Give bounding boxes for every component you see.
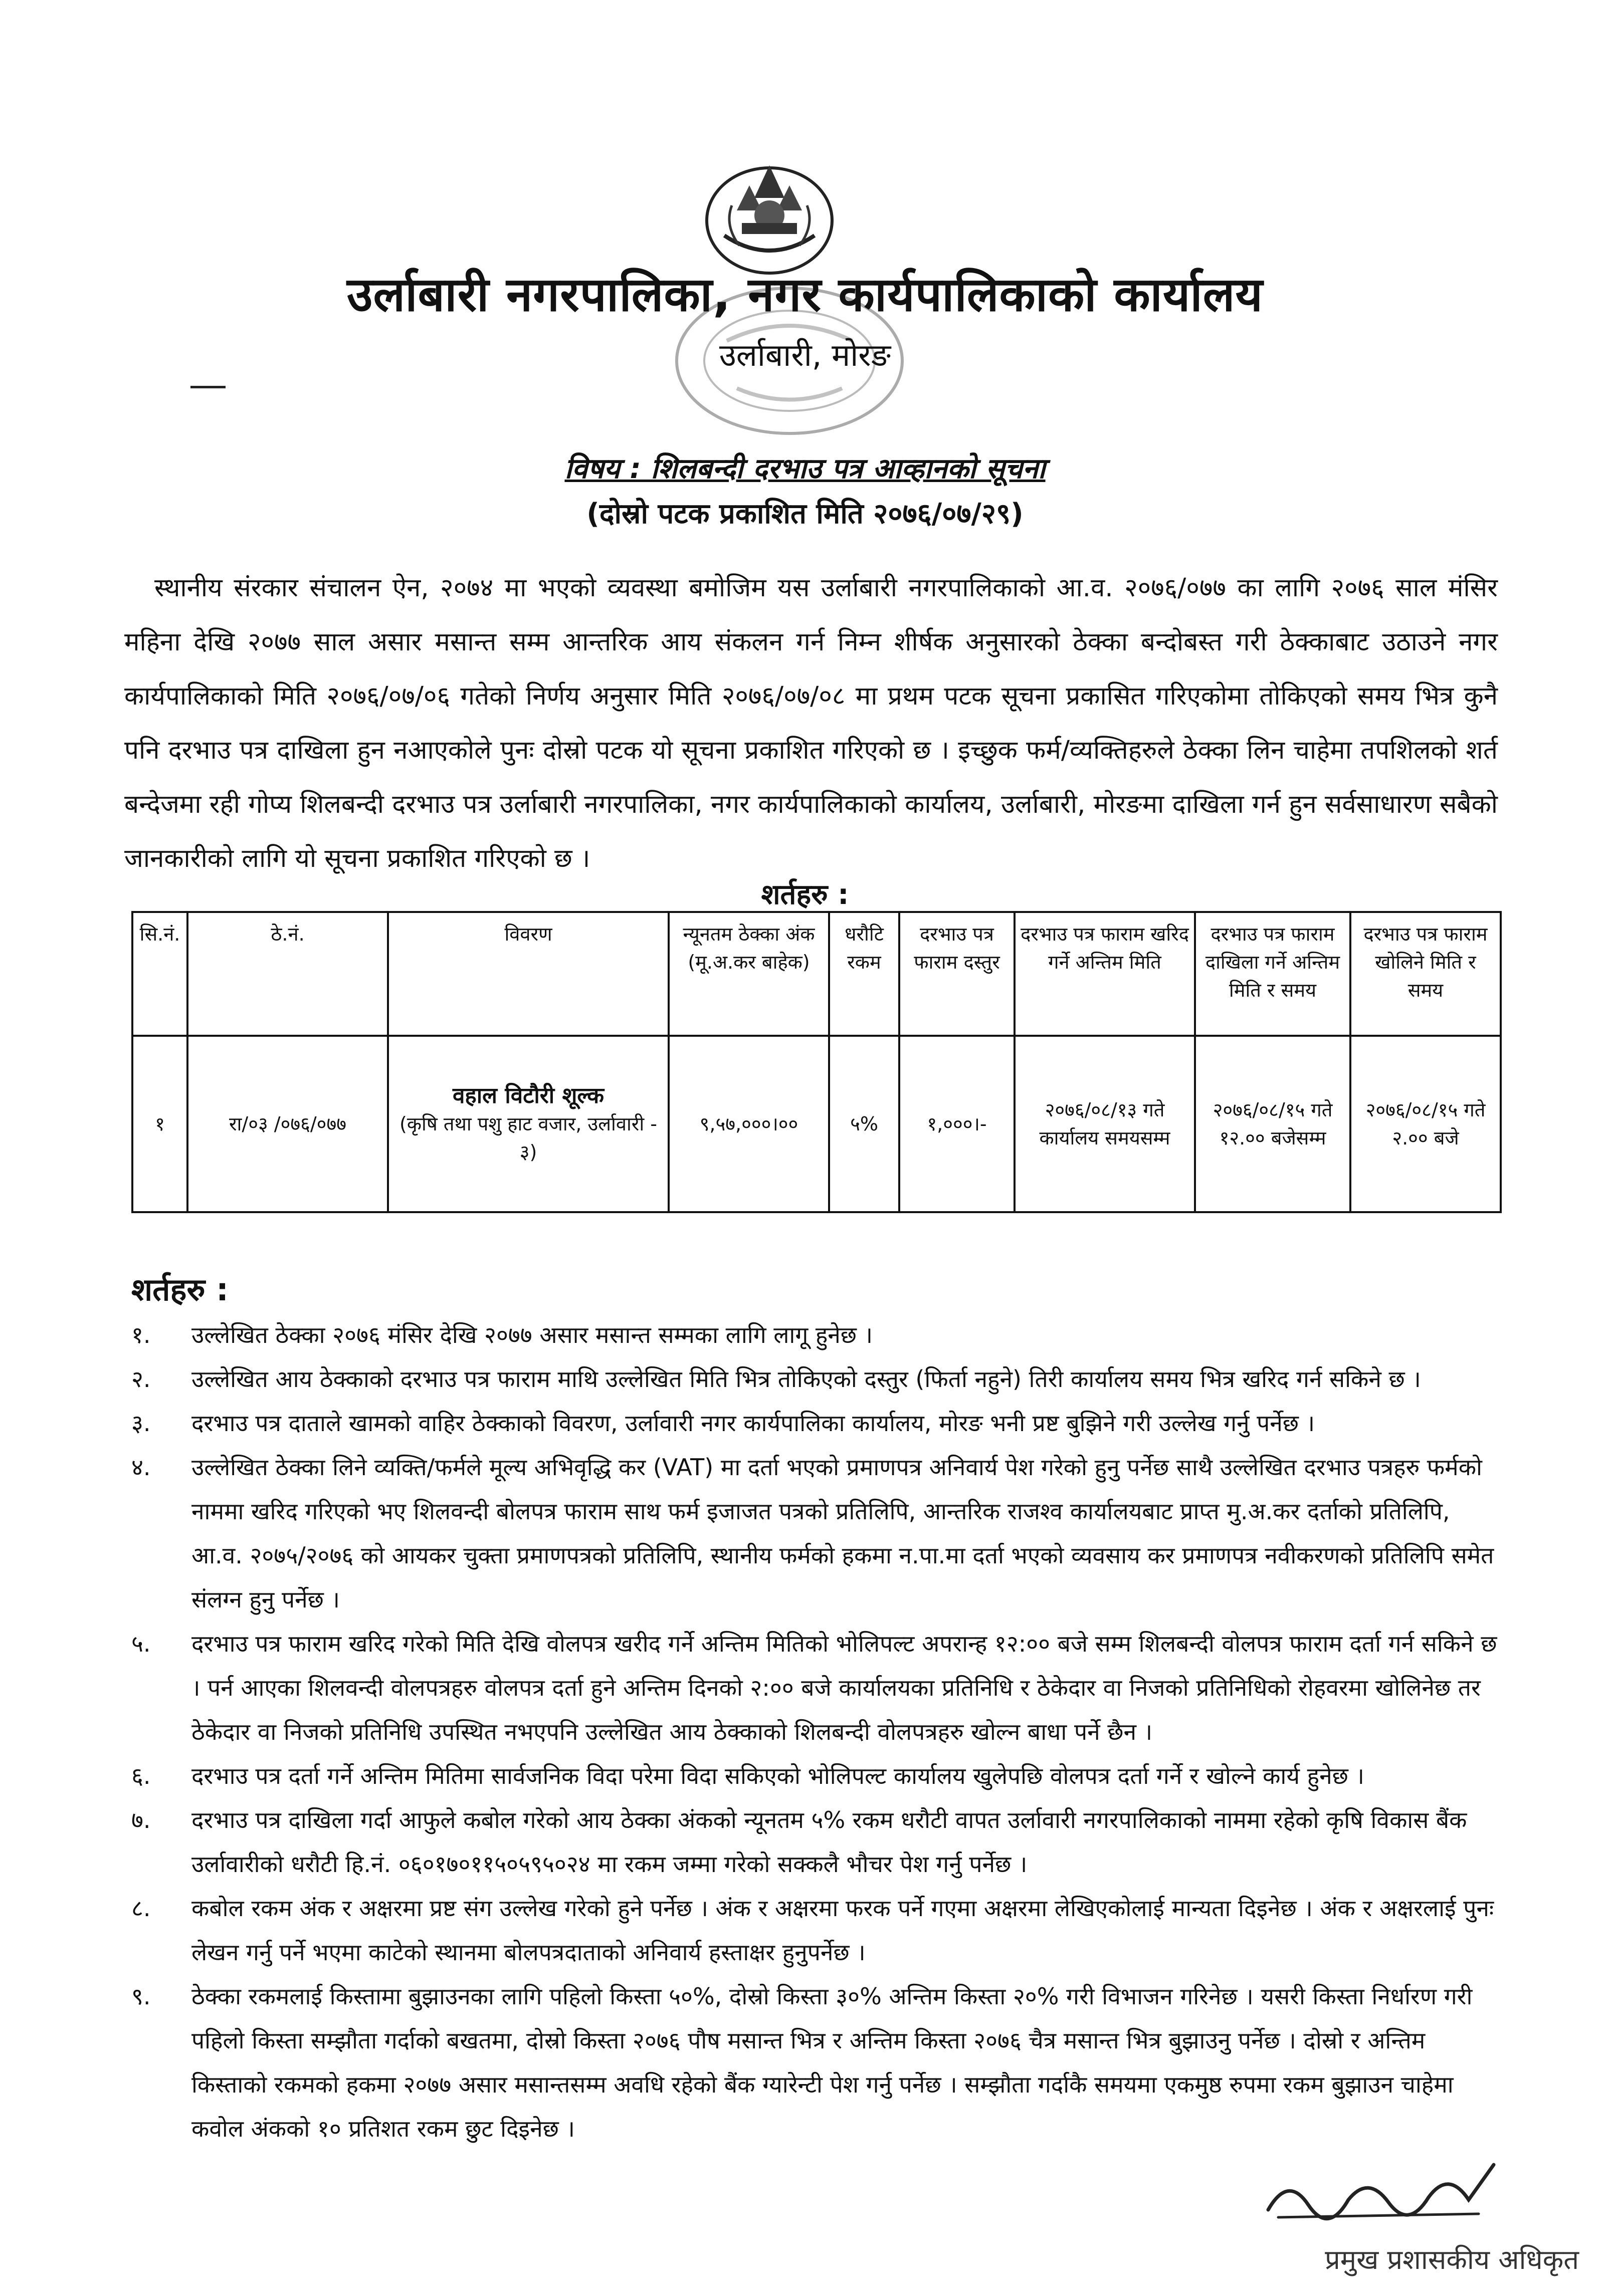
condition-text: ठेक्का रकमलाई किस्तामा बुझाउनका लागि पहिलो किस्ता ५०%, दोस्रो किस्ता ३०% अन्तिम किस्ता २०% गरी विभाजन गरिनेछ । यसरी किस्ता निर्धारण गरी पहिलो किस्ता सम्झौता गर्दाको बखतमा, दोस्रो किस्ता २०७६ पौष मसान्त भित्र र अन्तिम किस्ता २०७६ चैत्र मसान्त भित्र बुझाउनु पर्नेछ । दोस्रो र अन्तिम किस्ताको रकमको हकमा २०७७ असार मसान्तसम्म अवधि रहेको बैंक ग्यारेन्टी पेश गर्नु पर्नेछ । सम्झौता गर्दाकै समयमा एकमुष्ठ रुपमा रकम बुझाउन चाहेमा कवोल अंकको १० प्रतिशत रकम छुट दिइनेछ । bbox=[191, 1983, 1473, 2142]
list-item bbox=[131, 1974, 1505, 2151]
col-sn: सि.नं. bbox=[132, 912, 187, 1036]
conditions-heading: शर्तहरु : bbox=[131, 1271, 229, 1308]
cell-contract-no: रा/०३ /०७६/०७७ bbox=[187, 1036, 388, 1212]
list-item bbox=[131, 1357, 1505, 1401]
list-item bbox=[131, 1445, 1505, 1622]
cell-purchase-deadline: २०७६/०८/१३ गते कार्यालय समयसम्म bbox=[1015, 1036, 1195, 1212]
col-opening: दरभाउ पत्र फाराम खोलिने मिति र समय bbox=[1350, 912, 1501, 1036]
table-header-row bbox=[132, 912, 1501, 1036]
condition-number: १. bbox=[131, 1321, 151, 1348]
conditions-list bbox=[131, 1313, 1505, 2151]
list-item bbox=[131, 1886, 1505, 1974]
condition-number: ४. bbox=[131, 1454, 151, 1481]
condition-number: ३. bbox=[131, 1410, 151, 1437]
condition-text: कबोल रकम अंक र अक्षरमा प्रष्ट संग उल्लेख गरेको हुने पर्नेछ । अंक र अक्षरमा फरक पर्ने गएमा अक्षरमा लेखिएकोलाई मान्यता दिइनेछ । अंक र अक्षरलाई पुनः लेखन गर्नु पर्ने भएमा काटेको स्थानमा बोलपत्रदाताको अनिवार्य हस्ताक्षर हुनुपर्नेछ । bbox=[191, 1895, 1494, 1966]
signature-block bbox=[1228, 2155, 1579, 2285]
handwritten-signature bbox=[1258, 2155, 1519, 2230]
publication-date: (दोस्रो पटक प्रकाशित मिति २०७६/०७/२९) bbox=[586, 498, 1024, 530]
office-title: उर्लाबारी नगरपालिका, नगर कार्यपालिकाको कार्यालय bbox=[346, 268, 1264, 322]
condition-number: ५. bbox=[131, 1630, 151, 1657]
description-main: वहाल विटौरी शूल्क bbox=[452, 1083, 605, 1108]
cell-deposit: ५% bbox=[829, 1036, 899, 1212]
condition-number: ६. bbox=[131, 1762, 151, 1789]
list-item bbox=[131, 1622, 1505, 1754]
table-row bbox=[132, 1036, 1501, 1212]
condition-text: दरभाउ पत्र दाखिला गर्दा आफुले कबोल गरेको आय ठेक्का अंकको न्यूनतम ५% रकम धरौटी वापत उर्लावारी नगरपालिकाको नाममा रहेको कृषि विकास बैंक उर्लावारीको धरौटी हि.नं. ०६०१७०११५०५९५०२४ मा रकम जम्मा गरेको सक्कलै भौचर पेश गर्नु पर्नेछ । bbox=[191, 1806, 1467, 1878]
table-heading: शर्तहरु : bbox=[761, 878, 849, 911]
list-item bbox=[131, 1754, 1505, 1798]
col-submission-deadline: दरभाउ पत्र फाराम दाखिला गर्ने अन्तिम मिति र समय bbox=[1195, 912, 1350, 1036]
condition-text: उल्लेखित आय ठेक्काको दरभाउ पत्र फाराम माथि उल्लेखित मिति भित्र तोकिएको दस्तुर (फिर्ता नहुने) तिरी कार्यालय समय भित्र खरिद गर्न सकिने छ । bbox=[191, 1365, 1421, 1393]
condition-text: उल्लेखित ठेक्का लिने व्यक्ति/फर्मले मूल्य अभिवृद्धि कर (VAT) मा दर्ता भएको प्रमाणपत्र अनिवार्य पेश गरेको हुनु पर्नेछ साथै उल्लेखित दरभाउ पत्रहरु फर्मको नाममा खरिद गरिएको भए शिलवन्दी बोलपत्र फाराम साथ फर्म इजाजत पत्रको प्रतिलिपि, आन्तरिक राजश्व कार्यालयबाट प्राप्त मु.अ.कर दर्ताको प्रतिलिपि, आ.व. २०७५/२०७६ को आयकर चुक्ता प्रमाणपत्रको प्रतिलिपि, स्थानीय फर्मको हकमा न.पा.मा दर्ता भएको व्यवसाय कर प्रमाणपत्र नवीकरणको प्रतिलिपि समेत संलग्न हुनु पर्नेछ । bbox=[191, 1454, 1494, 1613]
condition-number: ७. bbox=[131, 1806, 151, 1833]
condition-text: दरभाउ पत्र दाताले खामको वाहिर ठेक्काको विवरण, उर्लावारी नगर कार्यपालिका कार्यालय, मोरङ भनी प्रष्ट बुझिने गरी उल्लेख गर्नु पर्नेछ । bbox=[191, 1410, 1315, 1437]
list-item bbox=[131, 1798, 1505, 1886]
condition-text: दरभाउ पत्र दर्ता गर्ने अन्तिम मितिमा सार्वजनिक विदा परेमा विदा सकिएको भोलिपल्ट कार्यालय खुलेपछि वोलपत्र दर्ता गर्ने र खोल्ने कार्य हुनेछ । bbox=[191, 1762, 1364, 1789]
col-form-fee: दरभाउ पत्र फाराम दस्तुर bbox=[899, 912, 1015, 1036]
office-address: उर्लाबारी, मोरङ bbox=[719, 337, 891, 373]
signatory-title: प्रमुख प्रशासकीय अधिकृत bbox=[1325, 2244, 1579, 2275]
condition-text: उल्लेखित ठेक्का २०७६ मंसिर देखि २०७७ असार मसान्त सम्मका लागि लागू हुनेछ । bbox=[191, 1321, 873, 1348]
notice-subject-text: विषय : शिलबन्दी दरभाउ पत्र आव्हानको सूचना bbox=[564, 452, 1046, 485]
notice-subject bbox=[0, 448, 1610, 487]
col-deposit: धरौटि रकम bbox=[829, 912, 899, 1036]
condition-text: दरभाउ पत्र फाराम खरिद गरेको मिति देखि वोलपत्र खरीद गर्ने अन्तिम मितिको भोलिपल्ट अपरान्ह १२:०० बजे सम्म शिलबन्दी वोलपत्र फाराम दर्ता गर्न सकिने छ । पर्न आएका शिलवन्दी वोलपत्रहरु वोलपत्र दर्ता हुने अन्तिम दिनको २:०० बजे कार्यालयका प्रतिनिधि र ठेकेदार वा निजको प्रतिनिधिको रोहवरमा खोलिनेछ तर ठेकेदार वा निजको प्रतिनिधि उपस्थित नभएपनि उल्लेखित आय ठेक्काको शिलबन्दी वोलपत्रहरु खोल्न बाधा पर्ने छैन । bbox=[191, 1630, 1497, 1745]
cell-form-fee: १,०००।- bbox=[899, 1036, 1015, 1212]
condition-number: २. bbox=[131, 1365, 151, 1393]
col-description: विवरण bbox=[388, 912, 669, 1036]
cell-min-amount: ९,५७,०००।०० bbox=[669, 1036, 829, 1212]
col-contract-no: ठे.नं. bbox=[187, 912, 388, 1036]
condition-number: ८. bbox=[131, 1895, 151, 1922]
condition-number: ९. bbox=[131, 1983, 151, 2010]
col-purchase-deadline: दरभाउ पत्र फाराम खरिद गर्ने अन्तिम मिति bbox=[1015, 912, 1195, 1036]
list-item bbox=[131, 1401, 1505, 1445]
cell-description bbox=[388, 1036, 669, 1212]
description-sub: (कृषि तथा पशु हाट वजार, उर्लावारी - ३) bbox=[399, 1113, 657, 1163]
cell-submission-deadline: २०७६/०८/१५ गते १२.०० बजेसम्म bbox=[1195, 1036, 1350, 1212]
cell-sn: १ bbox=[132, 1036, 187, 1212]
col-min-amount: न्यूनतम ठेक्का अंक (मू.अ.कर बाहेक) bbox=[669, 912, 829, 1036]
contract-table bbox=[131, 911, 1502, 1213]
list-item bbox=[131, 1313, 1505, 1357]
notice-body: स्थानीय संरकार संचालन ऐन, २०७४ मा भएको व्यवस्था बमोजिम यस उर्लाबारी नगरपालिकाको आ.व. २०७६/०७७ का लागि २०७६ साल मंसिर महिना देखि २०७७ साल असार मसान्त सम्म आन्तरिक आय संकलन गर्न निम्न शीर्षक अनुसारको ठेक्का बन्दोबस्त गरी ठेक्काबाट उठाउने नगर कार्यपालिकाको मिति २०७६/०७/०६ गतेको निर्णय अनुसार मिति २०७६/०७/०८ मा प्रथम पटक सूचना प्रकासित गरिएकोमा तोकिएको समय भित्र कुनै पनि दरभाउ पत्र दाखिला हुन नआएकोले पुनः दोस्रो पटक यो सूचना प्रकाशित गरिएको छ । इच्छुक फर्म/व्यक्तिहरुले ठेक्का लिन चाहेमा तपशिलको शर्त बन्देजमा रही गोप्य शिलबन्दी दरभाउ पत्र उर्लाबारी नगरपालिका, नगर कार्यपालिकाको कार्यालय, उर्लाबारी, मोरङमा दाखिला गर्न हुन सर्वसाधारण सबैको जानकारीको लागि यो सूचना प्रकाशित गरिएको छ । bbox=[124, 573, 1498, 873]
margin-mark bbox=[190, 386, 226, 388]
cell-opening: २०७६/०८/१५ गते २.०० बजे bbox=[1350, 1036, 1501, 1212]
